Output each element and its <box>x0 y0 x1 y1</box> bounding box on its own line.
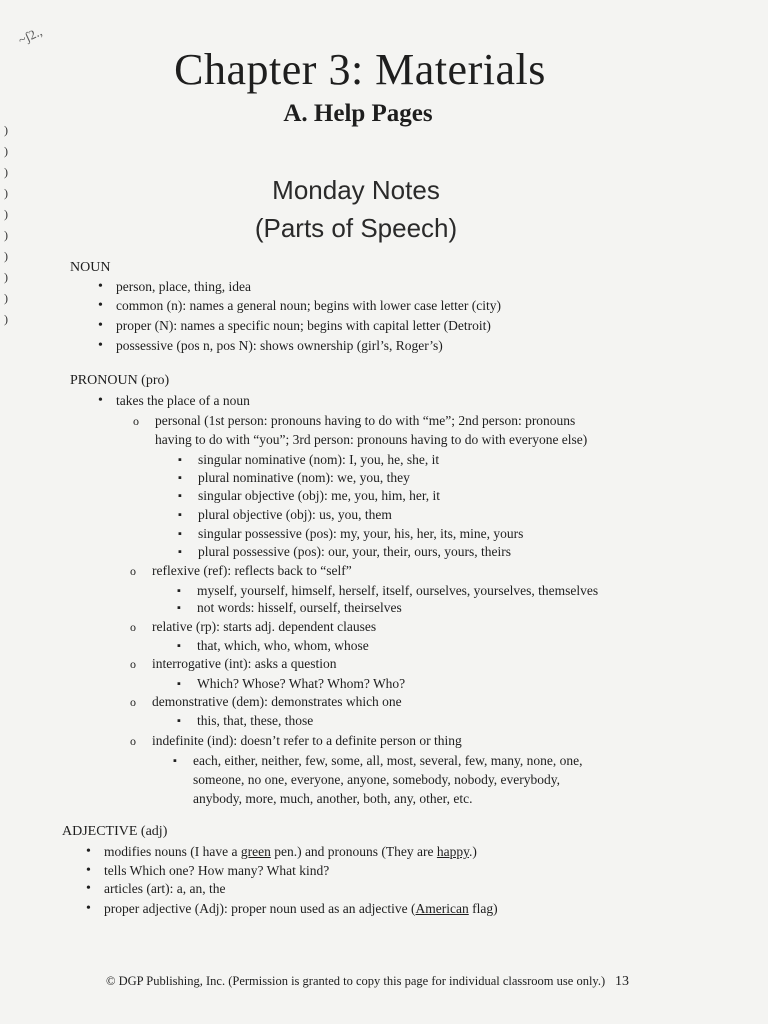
personal-item: ▪ plural nominative (nom): we, you, they <box>198 469 410 487</box>
pronoun-heading: PRONOUN (pro) <box>70 373 170 388</box>
reflexive-item: ▪ not words: hisself, ourself, theirselves <box>197 599 402 617</box>
indefinite-line3: anybody, more, much, another, both, any, other, etc. <box>193 791 473 806</box>
interrogative-item: ▪ Which? Whose? What? Whom? Who? <box>197 675 405 693</box>
indefinite-line1: ▪ each, either, neither, few, some, all, most, several, few, many, none, one, <box>193 752 583 770</box>
personal-item: ▪ singular nominative (nom): I, you, he, she, it <box>198 451 439 469</box>
personal-item: ▪ plural possessive (pos): our, your, their, ours, yours, theirs <box>198 543 511 561</box>
personal-item: ▪ plural objective (obj): us, you, them <box>198 506 392 524</box>
adjective-item: • articles (art): a, an, the <box>104 880 225 898</box>
copyright-footer: © DGP Publishing, Inc. (Permission is granted to copy this page for individual classroom use only.) <box>106 974 606 988</box>
personal-item: ▪ singular possessive (pos): my, your, his, her, its, mine, yours <box>198 525 523 543</box>
noun-heading: NOUN <box>70 260 111 275</box>
pronoun-personal-line2: having to do with “you”; 3rd person: pronouns having to do with everyone else) <box>155 432 588 447</box>
noun-item: • proper (N): names a specific noun; begins with capital letter (Detroit) <box>116 317 491 335</box>
demonstrative-item: ▪ this, that, these, those <box>197 712 313 730</box>
chapter-subtitle: A. Help Pages <box>283 100 433 127</box>
pronoun-relative: o relative (rp): starts adj. dependent clauses <box>152 618 376 636</box>
adjective-item: • modifies nouns (I have a green pen.) and pronouns (They are happy.) <box>104 843 477 861</box>
relative-item: ▪ that, which, who, whom, whose <box>197 637 369 655</box>
pronoun-demonstrative: o demonstrative (dem): demonstrates which one <box>152 693 402 711</box>
chapter-title: Chapter 3: Materials <box>174 45 546 94</box>
adjective-item: • proper adjective (Adj): proper noun used as an adjective (American flag) <box>104 900 498 918</box>
reflexive-item: ▪ myself, yourself, himself, herself, itself, ourselves, yourselves, themselves <box>197 582 598 600</box>
pronoun-personal-line1: o personal (1st person: pronouns having to do with “me”; 2nd person: pronouns <box>155 412 575 430</box>
noun-item: • person, place, thing, idea <box>116 278 251 296</box>
pronoun-interrogative: o interrogative (int): asks a question <box>152 655 336 673</box>
adjective-heading: ADJECTIVE (adj) <box>62 824 168 839</box>
noun-item: • common (n): names a general noun; begins with lower case letter (city) <box>116 297 501 315</box>
margin-scribble: ~ʃ2., <box>15 23 45 48</box>
binding-marks: ) ) ) ) ) ) ) ) ) ) <box>4 123 8 326</box>
pronoun-indefinite: o indefinite (ind): doesn’t refer to a definite person or thing <box>152 732 462 750</box>
notes-title-line1: Monday Notes <box>272 175 440 205</box>
page-number: 13 <box>615 974 629 989</box>
noun-item: • possessive (pos n, pos N): shows ownership (girl’s, Roger’s) <box>116 337 443 355</box>
notes-title <box>0 171 712 247</box>
notes-title-line2: (Parts of Speech) <box>254 213 458 243</box>
indefinite-line2: someone, no one, everyone, anyone, somebody, nobody, everybody, <box>193 772 561 787</box>
pronoun-intro: • takes the place of a noun <box>116 392 250 410</box>
personal-item: ▪ singular objective (obj): me, you, him, her, it <box>198 487 440 505</box>
pronoun-reflexive: o reflexive (ref): reflects back to “self” <box>152 562 352 580</box>
adjective-item: • tells Which one? How many? What kind? <box>104 862 329 880</box>
